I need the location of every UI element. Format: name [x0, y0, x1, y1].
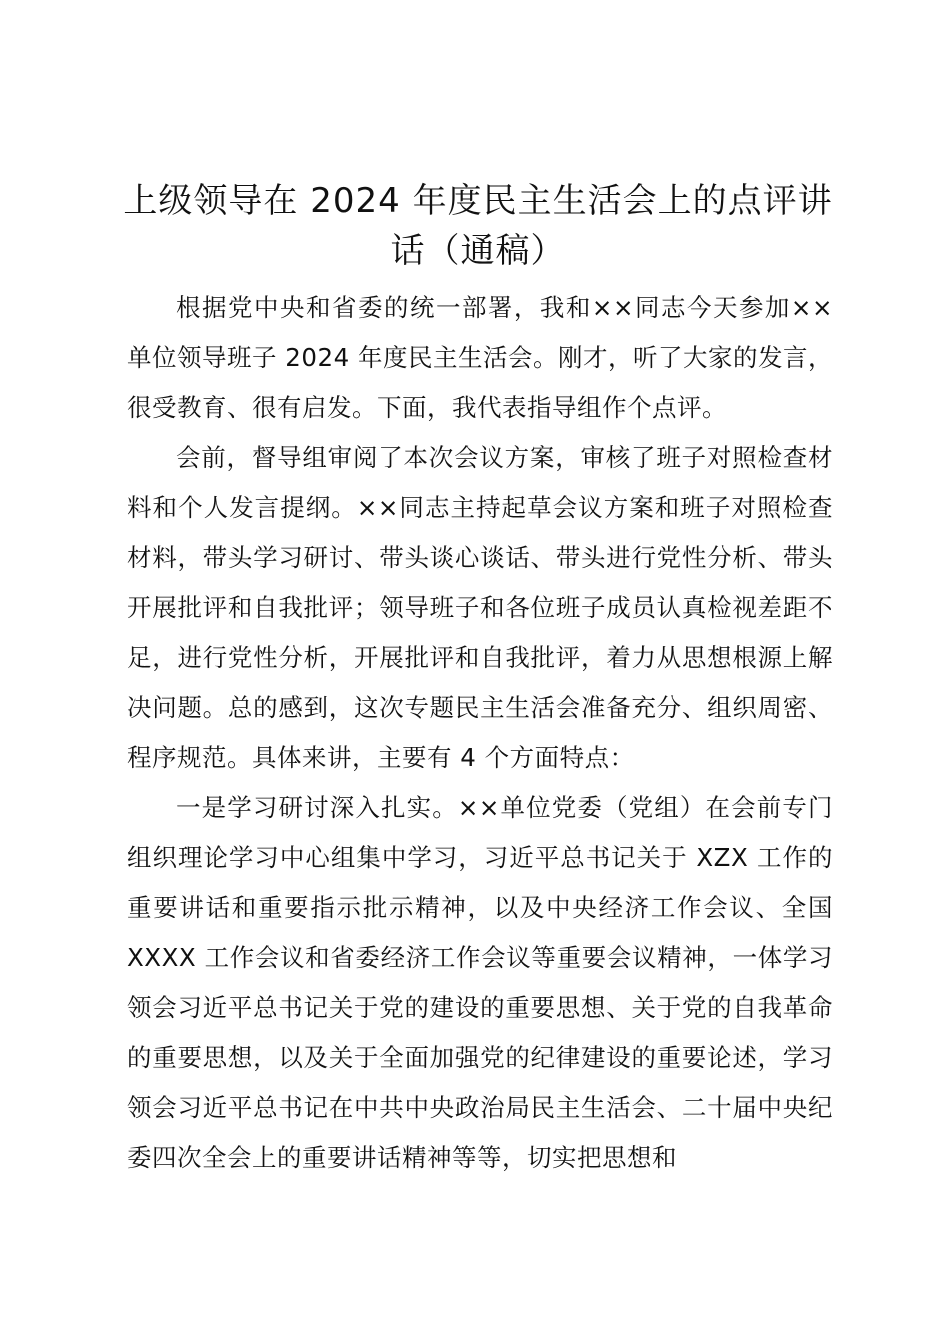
paragraph-preparation: 会前，督导组审阅了本次会议方案，审核了班子对照检查材料和个人发言提纲。××同志主持起草会议方案和班子对照检查材料，带头学习研讨、带头谈心谈话、带头进行党性分析、带头开展批评和自我批评；领导班子和各位班子成员认真检视差距不足，进行党性分析，开展批评和自我批评，着力从思想根源上解决问题。总的感到，这次专题民主生活会准备充分、组织周密、程序规范。具体来讲，主要有 4 个方面特点：: [127, 443, 833, 772]
paragraph-opening: 根据党中央和省委的统一部署，我和××同志今天参加××单位领导班子 2024 年度民主生活会。刚才，听了大家的发言，很受教育、很有启发。下面，我代表指导组作个点评。: [127, 293, 833, 422]
paragraph-point-one: 一是学习研讨深入扎实。××单位党委（党组）在会前专门组织理论学习中心组集中学习，习近平总书记关于 XZX 工作的重要讲话和重要指示批示精神，以及中央经济工作会议、全国 XXXX 工作会议和省委经济工作会议等重要会议精神，一体学习领会习近平总书记关于党的建设的重要思想、关于党的自我革命的重要思想，以及关于全面加强党的纪律建设的重要论述，学习领会习近平总书记在中共中央政治局民主生活会、二十届中央纪委四次全会上的重要讲话精神等等，切实把思想和: [127, 793, 833, 1172]
document-title: 上级领导在 2024 年度民主生活会上的点评讲话（通稿）: [123, 181, 833, 271]
document-body: [127, 283, 833, 1183]
